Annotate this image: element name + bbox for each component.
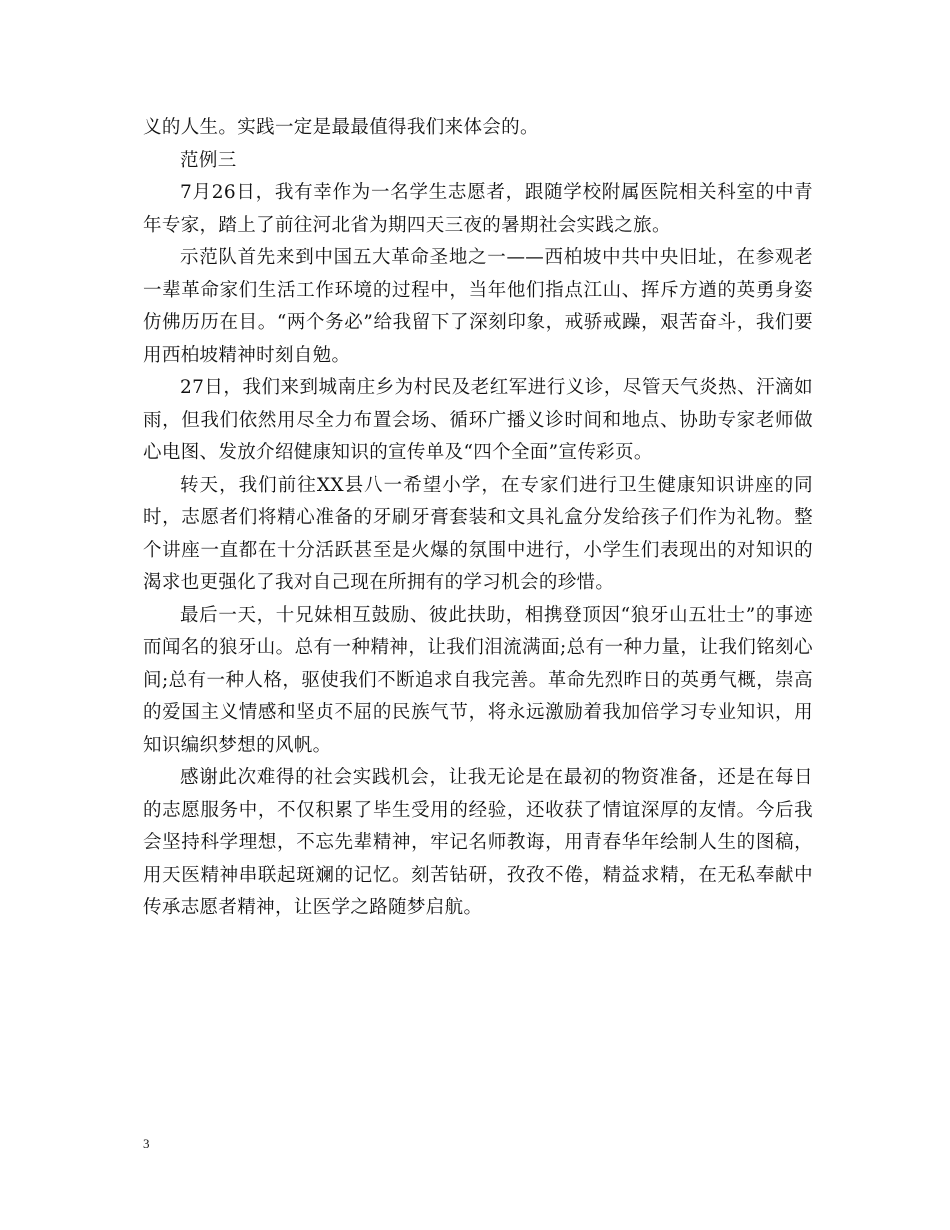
paragraph: 最后一天，十兄妹相互鼓励、彼此扶助，相携登顶因“狼牙山五壮士”的事迹而闻名的狼牙山。总有一种精神，让我们泪流满面;总有一种力量，让我们铭刻心间;总有一种人格，驱使我们不断追求自我完善。革命先烈昨日的英勇气概，崇高的爱国主义情感和坚贞不屈的民族气节，将永远激励着我加倍学习专业知识，用知识编织梦想的风帆。 [143, 604, 813, 756]
paragraph-continuation: 义的人生。实践一定是最最值得我们来体会的。 [143, 117, 539, 138]
section-heading: 范例三 [180, 149, 237, 171]
paragraph: 转天，我们前往XX县八一希望小学，在专家们进行卫生健康知识讲座的同时，志愿者们将精心准备的牙刷牙膏套装和文具礼盒分发给孩子们作为礼物。整个讲座一直都在十分活跃甚至是火爆的氛围中进行，小学生们表现出的对知识的渴求也更强化了我对自己现在所拥有的学习机会的珍惜。 [143, 474, 813, 593]
paragraph: 感谢此次难得的社会实践机会，让我无论是在最初的物资准备，还是在每日的志愿服务中，不仅积累了毕生受用的经验，还收获了情谊深厚的友情。今后我会坚持科学理想，不忘先辈精神，牢记名师教诲，用青春华年绘制人生的图稿，用天医精神串联起斑斓的记忆。刻苦钻研，孜孜不倦，精益求精，在无私奉献中传承志愿者精神，让医学之路随梦启航。 [143, 767, 813, 918]
document-body [143, 112, 813, 925]
page-number: 3 [143, 1136, 150, 1151]
paragraph: 27日，我们来到城南庄乡为村民及老红军进行义诊，尽管天气炎热、汗滴如雨，但我们依然用尽全力布置会场、循环广播义诊时间和地点、协助专家老师做心电图、发放介绍健康知识的宣传单及“四个全面”宣传彩页。 [143, 377, 813, 463]
paragraph: 示范队首先来到中国五大革命圣地之一——西柏坡中共中央旧址，在参观老一辈革命家们生活工作环境的过程中，当年他们指点江山、挥斥方遒的英勇身姿仿佛历历在目。“两个务必”给我留下了深刻印象，戒骄戒躁，艰苦奋斗，我们要用西柏坡精神时刻自勉。 [143, 247, 813, 366]
paragraph: 7月26日，我有幸作为一名学生志愿者，跟随学校附属医院相关科室的中青年专家，踏上了前往河北省为期四天三夜的暑期社会实践之旅。 [143, 182, 813, 236]
